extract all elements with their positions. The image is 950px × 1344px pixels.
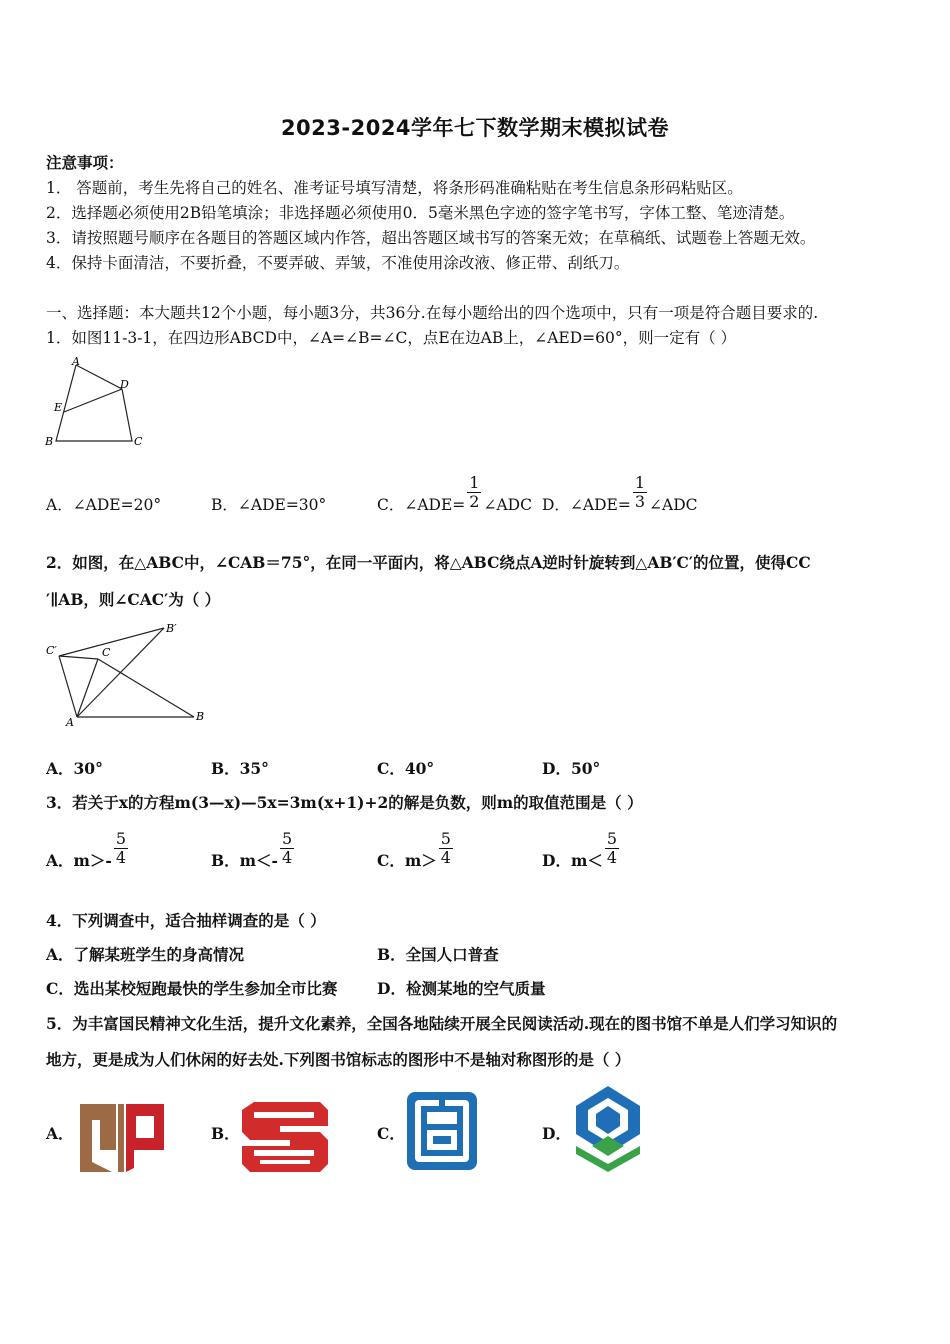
q1-option-c xyxy=(377,470,532,515)
notice-heading: 注意事项： xyxy=(46,153,124,172)
q1-option-a: A．∠ADE=20° xyxy=(46,496,162,514)
q5-option-c-label: C． xyxy=(377,1124,405,1143)
q1-option-b: B．∠ADE=30° xyxy=(211,496,327,514)
q2-option-c: C．40° xyxy=(377,759,435,778)
q4-option-c: C．选出某校短跑最快的学生参加全市比赛 xyxy=(46,979,338,998)
question-2-stem-line2: ′∥AB，则∠CAC′为（ ） xyxy=(46,590,221,609)
denominator: 4 xyxy=(281,848,293,867)
notice-item: 4．保持卡面清洁，不要折叠，不要弄破、弄皱，不准使用涂改液、修正带、刮纸刀。 xyxy=(46,254,630,272)
q3-option-c xyxy=(377,826,455,871)
fraction xyxy=(280,830,294,867)
q1-option-d-prefix: D．∠ADE= xyxy=(542,496,631,514)
q3-option-c-prefix: C．m＞ xyxy=(377,851,437,870)
fraction xyxy=(114,830,128,867)
denominator: 4 xyxy=(115,848,127,867)
question-3-stem: 3．若关于x的方程m(3—x)—5x=3m(x+1)+2的解是负数，则m的取值范围是（ ） xyxy=(46,793,643,812)
numerator: 5 xyxy=(115,829,127,848)
q5-option-d-label: D． xyxy=(542,1124,571,1143)
q3-option-b xyxy=(211,826,296,871)
q3-option-d xyxy=(542,826,621,871)
fraction xyxy=(633,474,647,511)
numerator: 5 xyxy=(606,829,618,848)
q5-option-a-label: A． xyxy=(46,1124,74,1143)
label-C: C xyxy=(102,646,111,659)
q4-option-b: B．全国人口普查 xyxy=(377,945,499,964)
notice-item: 3．请按照题号顺序在各题目的答题区域内作答，超出答题区域书写的答案无效；在草稿纸、试题卷上答题无效。 xyxy=(46,229,816,247)
label-A: A xyxy=(72,355,80,368)
q4-option-d: D．检测某地的空气质量 xyxy=(377,979,546,998)
notice-item: 1． 答题前，考生先将自己的姓名、准考证号填写清楚，将条形码准确粘贴在考生信息条形码粘贴区。 xyxy=(46,179,743,197)
denominator: 4 xyxy=(606,848,618,867)
denominator: 3 xyxy=(634,492,646,511)
question-2-stem-line1: 2．如图，在△ABC中，∠CAB＝75°，在同一平面内，将△ABC绕点A逆时针旋转到△AB′C′的位置，使得CC xyxy=(46,553,811,572)
numerator: 1 xyxy=(469,473,480,492)
library-logo-c-icon xyxy=(405,1090,479,1172)
label-C-prime: C′ xyxy=(46,644,57,657)
notice-item: 2．选择题必须使用2B铅笔填涂；非选择题必须使用0．5毫米黑色字迹的签字笔书写，字体工整、笔迹清楚。 xyxy=(46,204,795,222)
section-heading: 一、选择题：本大题共12个小题，每小题3分，共36分.在每小题给出的四个选项中，只有一项是符合题目要求的. xyxy=(46,304,819,322)
question-5-stem-line2: 地方，更是成为人们休闲的好去处.下列图书馆标志的图形中不是轴对称图形的是（ ） xyxy=(46,1050,631,1069)
q2-option-a: A．30° xyxy=(46,759,103,778)
question-5-stem-line1: 5．为丰富国民精神文化生活，提升文化素养，全国各地陆续开展全民阅读活动.现在的图书馆不单是人们学习知识的 xyxy=(46,1014,838,1033)
label-B: B xyxy=(45,435,54,448)
library-logo-d-icon xyxy=(572,1084,644,1172)
fraction xyxy=(467,474,481,511)
q3-option-a xyxy=(46,826,130,871)
q1-option-d xyxy=(542,470,698,515)
q3-option-b-prefix: B．m＜- xyxy=(211,851,278,870)
fraction xyxy=(605,830,619,867)
q4-option-a: A．了解某班学生的身高情况 xyxy=(46,945,245,964)
q1-option-d-suffix: ∠ADC xyxy=(649,496,698,514)
label-A: A xyxy=(66,716,74,729)
label-B: B xyxy=(196,710,205,723)
q3-option-a-prefix: A．m＞- xyxy=(46,851,112,870)
numerator: 5 xyxy=(440,829,451,848)
q1-figure xyxy=(44,355,154,450)
q1-option-c-prefix: C．∠ADE= xyxy=(377,496,466,514)
label-B-prime: B′ xyxy=(166,622,177,635)
q5-option-b-label: B． xyxy=(211,1124,240,1143)
fraction xyxy=(439,830,453,867)
label-E: E xyxy=(54,401,63,414)
question-1-stem: 1．如图11-3-1，在四边形ABCD中，∠A=∠B=∠C，点E在边AB上，∠AED=60°，则一定有（ ） xyxy=(46,329,737,347)
q2-option-b: B．35° xyxy=(211,759,269,778)
label-D: D xyxy=(120,378,129,391)
library-logo-b-icon xyxy=(240,1102,330,1174)
denominator: 4 xyxy=(440,848,451,867)
question-4-stem: 4．下列调查中，适合抽样调查的是（ ） xyxy=(46,911,326,930)
q2-option-d: D．50° xyxy=(542,759,601,778)
q3-option-d-prefix: D．m＜ xyxy=(542,851,603,870)
library-logo-a-icon xyxy=(78,1100,166,1174)
q1-option-c-suffix: ∠ADC xyxy=(483,496,532,514)
q2-figure xyxy=(44,620,214,730)
label-C: C xyxy=(134,435,143,448)
page-title: 2023-2024学年七下数学期末模拟试卷 xyxy=(280,116,670,140)
numerator: 1 xyxy=(634,473,646,492)
denominator: 2 xyxy=(469,492,480,511)
numerator: 5 xyxy=(281,829,293,848)
